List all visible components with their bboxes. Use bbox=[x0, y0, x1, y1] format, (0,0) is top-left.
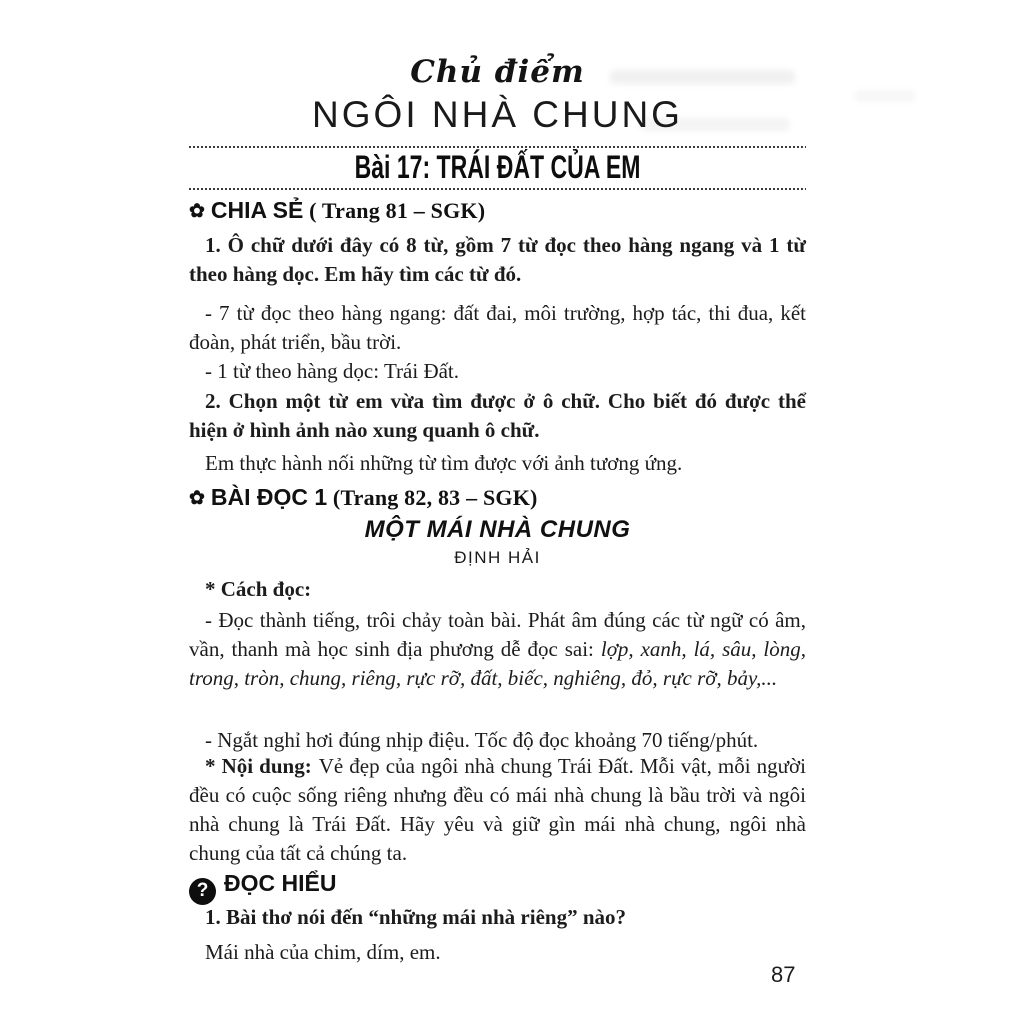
section-heading-pageref: (Trang 82, 83 – SGK) bbox=[327, 485, 538, 510]
how-to-read-rhythm: - Ngắt nghỉ hơi đúng nhịp điệu. Tốc độ đọc khoảng 70 tiếng/phút. bbox=[205, 728, 759, 752]
pronunciation-word-list: lợp, xanh, lá, sâu, lòng, trong, tròn, chung, riêng, rực rỡ, đất, biếc, nghiêng, đỏ, rực rỡ, bảy,... bbox=[189, 637, 806, 690]
flower-icon: ✿ bbox=[189, 488, 205, 509]
section-heading-pageref: ( Trang 81 – SGK) bbox=[303, 198, 486, 223]
poem-author: ĐỊNH HẢI bbox=[454, 548, 541, 567]
share-question-2: 2. Chọn một từ em vừa tìm được ở ô chữ. Cho biết đó được thể hiện ở hình ảnh nào xung quanh ô chữ. bbox=[189, 389, 806, 442]
content-summary bbox=[189, 752, 806, 868]
section-heading-label: ĐỌC HIỂU bbox=[224, 870, 337, 896]
content-summary-text: Vẻ đẹp của ngôi nhà chung Trái Đất. Mỗi vật, mỗi người đều có cuộc sống riêng nhưng đều có mái nhà chung là bầu trời và ngôi nhà chung là Trái Đất. Hãy yêu và giữ gìn mái nhà chung, ngôi nhà chung của tất cả chúng ta. bbox=[189, 754, 806, 865]
share-answer-1-vertical: - 1 từ theo hàng dọc: Trái Đất. bbox=[205, 359, 460, 383]
divider-line-top bbox=[189, 146, 806, 148]
section-heading-label: CHIA SẺ bbox=[210, 197, 304, 223]
section-heading-label: BÀI ĐỌC 1 bbox=[210, 484, 328, 510]
content-summary-label: * Nội dung: bbox=[205, 754, 312, 778]
lesson-title bbox=[189, 149, 806, 192]
flower-icon: ✿ bbox=[189, 201, 205, 222]
pronunciation-instruction: - Đọc thành tiếng, trôi chảy toàn bài. Phát âm đúng các từ ngữ có âm, vần, thanh mà học sinh địa phương dễ đọc sai: bbox=[189, 608, 806, 661]
how-to-read-pronunciation bbox=[189, 606, 806, 693]
section-heading-bai-doc-1 bbox=[189, 484, 806, 511]
lesson-title-text: Bài 17: TRÁI ĐẤT CỦA EM bbox=[354, 149, 641, 185]
comprehension-answer-1: Mái nhà của chim, dím, em. bbox=[205, 940, 441, 964]
section-heading-doc-hieu bbox=[189, 870, 806, 905]
poem-title: MỘT MÁI NHÀ CHUNG bbox=[364, 516, 631, 543]
share-answer-1-horizontal: - 7 từ đọc theo hàng ngang: đất đai, môi trường, hợp tác, thi đua, kết đoàn, phát triển, bầu trời. bbox=[189, 301, 806, 354]
question-mark-icon: ? bbox=[189, 878, 216, 905]
share-question-1: 1. Ô chữ dưới đây có 8 từ, gồm 7 từ đọc theo hàng ngang và 1 từ theo hàng dọc. Em hãy tìm các từ đó. bbox=[189, 233, 806, 286]
comprehension-question-1: 1. Bài thơ nói đến “những mái nhà riêng” nào? bbox=[205, 905, 626, 929]
print-bleed-artifact bbox=[855, 90, 915, 102]
share-answer-2: Em thực hành nối những từ tìm được với ảnh tương ứng. bbox=[205, 451, 683, 475]
page-number: 87 bbox=[771, 962, 796, 987]
page-content bbox=[189, 0, 806, 1024]
section-heading-chia-se bbox=[189, 197, 806, 224]
how-to-read-label: * Cách đọc: bbox=[205, 577, 312, 601]
topic-title: NGÔI NHÀ CHUNG bbox=[312, 94, 683, 135]
topic-kicker: Chủ điểm bbox=[410, 54, 585, 90]
divider-line-bottom bbox=[189, 188, 806, 190]
